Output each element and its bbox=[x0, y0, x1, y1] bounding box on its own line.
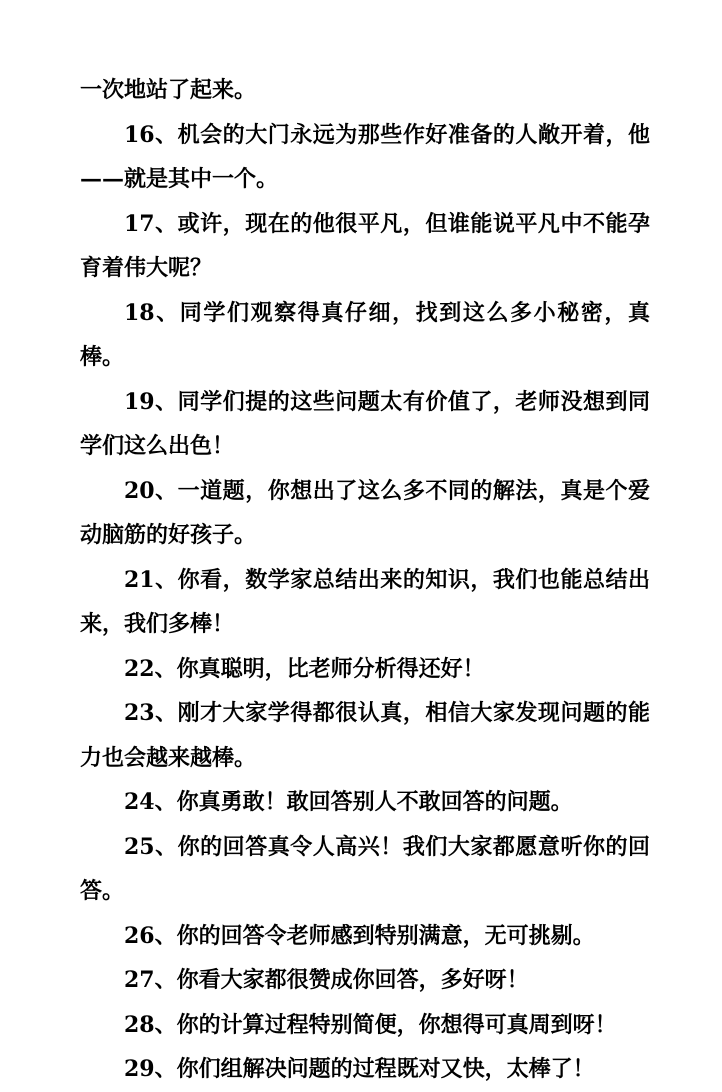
paragraph-20: 20、一道题，你想出了这么多不同的解法，真是个爱动脑筋的好孩子。 bbox=[80, 477, 650, 548]
paragraph-19: 19、同学们提的这些问题太有价值了，老师没想到同学们这么出色！ bbox=[80, 388, 650, 459]
paragraph-21: 21、你看，数学家总结出来的知识，我们也能总结出来，我们多棒！ bbox=[80, 566, 650, 637]
paragraph-16: 16、机会的大门永远为那些作好准备的人敞开着，他——就是其中一个。 bbox=[80, 121, 650, 192]
paragraph-27: 27、你看大家都很赞成你回答，多好呀！ bbox=[124, 967, 529, 993]
paragraph-22: 22、你真聪明，比老师分析得还好！ bbox=[124, 655, 485, 682]
paragraph-24: 24、你真勇敢！敢回答别人不敢回答的问题。 bbox=[124, 789, 573, 815]
paragraph-26: 26、你的回答令老师感到特别满意，无可挑剔。 bbox=[124, 922, 595, 949]
paragraph-continuation: 一次地站了起来。 bbox=[80, 77, 257, 103]
paragraph-23: 23、刚才大家学得都很认真，相信大家发现问题的能力也会越来越棒。 bbox=[80, 700, 650, 771]
paragraph-29: 29、你们组解决问题的过程既对又快，太棒了！ bbox=[124, 1056, 595, 1082]
paragraph-28: 28、你的计算过程特别简便，你想得可真周到呀！ bbox=[124, 1011, 617, 1038]
paragraph-17: 17、或许，现在的他很平凡，但谁能说平凡中不能孕育着伟大呢？ bbox=[80, 210, 650, 281]
paragraph-25: 25、你的回答真令人高兴！我们大家都愿意听你的回答。 bbox=[80, 833, 650, 904]
document-body bbox=[80, 68, 650, 1092]
paragraph-18: 18、同学们观察得真仔细，找到这么多小秘密，真棒。 bbox=[80, 299, 650, 370]
